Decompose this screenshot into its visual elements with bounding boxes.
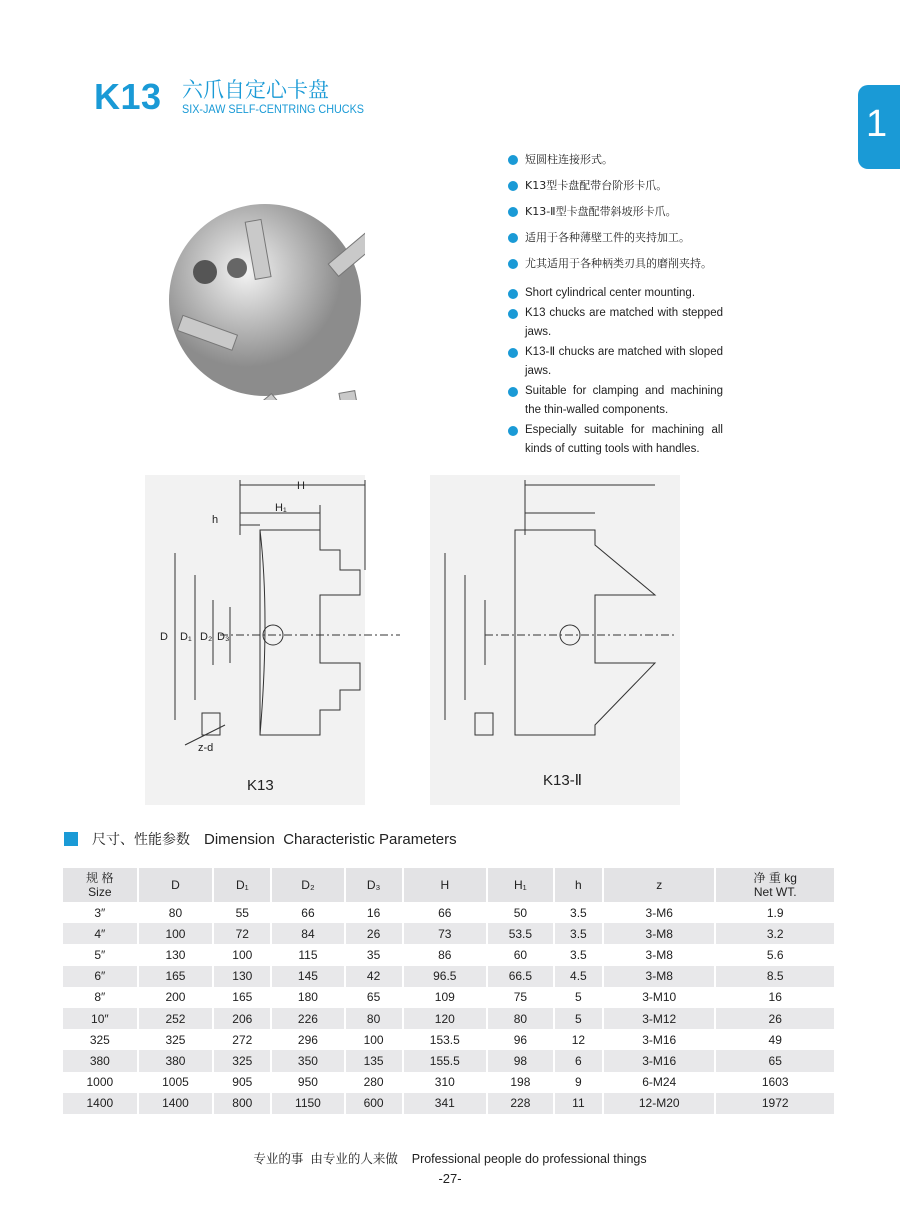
table-row	[63, 1029, 835, 1050]
parameters-table	[63, 868, 836, 1114]
feature-en: K13 chucks are matched with stepped jaws.	[508, 304, 723, 343]
column-header: h	[554, 868, 603, 902]
table-cell: 96	[487, 1029, 554, 1050]
feature-en: Especially suitable for machining all kinds of cutting tools with handles.	[508, 421, 723, 460]
table-cell: 325	[138, 1029, 214, 1050]
table-cell: 600	[345, 1093, 403, 1114]
table-cell: 228	[487, 1093, 554, 1114]
table-cell: 206	[213, 1008, 271, 1029]
table-row	[63, 966, 835, 987]
column-header: D	[138, 868, 214, 902]
table-cell: 6″	[63, 966, 138, 987]
table-cell: 100	[213, 944, 271, 965]
table-cell: 35	[345, 944, 403, 965]
table-cell: 380	[63, 1050, 138, 1071]
table-cell: 145	[271, 966, 344, 987]
caption-k13-ii: K13-Ⅱ	[543, 772, 583, 789]
table-cell: 3-M6	[603, 902, 715, 923]
table-cell: 130	[213, 966, 271, 987]
table-cell: 296	[271, 1029, 344, 1050]
feature-en: K13-Ⅱ chucks are matched with sloped jaws.	[508, 343, 723, 382]
table-cell: 226	[271, 1008, 344, 1029]
chuck-photo	[165, 200, 365, 400]
table-cell: 12-M20	[603, 1093, 715, 1114]
table-cell: 3-M8	[603, 944, 715, 965]
table-cell: 3-M16	[603, 1029, 715, 1050]
table-cell: 26	[345, 923, 403, 944]
table-cell: 120	[403, 1008, 487, 1029]
column-header: H	[403, 868, 487, 902]
table-cell: 165	[213, 987, 271, 1008]
table-cell: 42	[345, 966, 403, 987]
table-cell: 12	[554, 1029, 603, 1050]
table-cell: 96.5	[403, 966, 487, 987]
model-code: K13	[94, 76, 162, 117]
table-cell: 5.6	[715, 944, 835, 965]
table-cell: 73	[403, 923, 487, 944]
table-cell: 350	[271, 1050, 344, 1071]
section-title-cn: 尺寸、性能参数	[92, 832, 190, 848]
table-cell: 3-M12	[603, 1008, 715, 1029]
table-cell: 10″	[63, 1008, 138, 1029]
table-cell: 180	[271, 987, 344, 1008]
features-en-list	[508, 284, 723, 460]
column-header: D₃	[345, 868, 403, 902]
table-cell: 80	[345, 1008, 403, 1029]
table-cell: 905	[213, 1072, 271, 1093]
table-cell: 80	[487, 1008, 554, 1029]
table-cell: 50	[487, 902, 554, 923]
table-cell: 310	[403, 1072, 487, 1093]
column-header: 规 格 Size	[63, 868, 138, 902]
table-row	[63, 1050, 835, 1071]
table-row	[63, 987, 835, 1008]
table-row	[63, 1093, 835, 1114]
table-cell: 3.5	[554, 923, 603, 944]
table-cell: 16	[345, 902, 403, 923]
column-header: z	[603, 868, 715, 902]
table-cell: 11	[554, 1093, 603, 1114]
table-row	[63, 923, 835, 944]
table-cell: 3-M10	[603, 987, 715, 1008]
table-cell: 1.9	[715, 902, 835, 923]
table-cell: 3-M8	[603, 923, 715, 944]
table-cell: 3.5	[554, 902, 603, 923]
feature-cn: 短圆柱连接形式。	[508, 150, 723, 170]
table-row	[63, 1008, 835, 1029]
table-cell: 252	[138, 1008, 214, 1029]
table-cell: 9	[554, 1072, 603, 1093]
feature-cn: K13-Ⅱ型卡盘配带斜坡形卡爪。	[508, 202, 723, 222]
table-cell: 80	[138, 902, 214, 923]
footer-slogan: 专业的事 由专业的人来做 Professional people do professional things	[253, 1152, 647, 1166]
table-cell: 66.5	[487, 966, 554, 987]
table-header-row	[63, 868, 835, 902]
column-header: D₂	[271, 868, 344, 902]
table-cell: 6-M24	[603, 1072, 715, 1093]
table-cell: 3.5	[554, 944, 603, 965]
table-cell: 84	[271, 923, 344, 944]
table-cell: 1972	[715, 1093, 835, 1114]
feature-cn: 尤其适用于各种柄类刃具的磨削夹持。	[508, 254, 723, 274]
table-cell: 65	[715, 1050, 835, 1071]
table-cell: 66	[403, 902, 487, 923]
section-marker	[64, 832, 78, 846]
label-zd: z-d	[198, 742, 214, 754]
title-en: SIX-JAW SELF-CENTRING CHUCKS	[182, 102, 365, 116]
table-cell: 1000	[63, 1072, 138, 1093]
feature-cn: 适用于各种薄壁工件的夹持加工。	[508, 228, 723, 248]
section-title	[64, 829, 457, 849]
table-cell: 109	[403, 987, 487, 1008]
table-cell: 341	[403, 1093, 487, 1114]
table-cell: 1603	[715, 1072, 835, 1093]
technical-drawings	[140, 475, 680, 810]
table-cell: 1400	[63, 1093, 138, 1114]
table-cell: 1150	[271, 1093, 344, 1114]
table-cell: 49	[715, 1029, 835, 1050]
table-cell: 155.5	[403, 1050, 487, 1071]
table-cell: 5	[554, 987, 603, 1008]
table-cell: 72	[213, 923, 271, 944]
table-cell: 55	[213, 902, 271, 923]
table-cell: 100	[138, 923, 214, 944]
table-cell: 4″	[63, 923, 138, 944]
table-cell: 3″	[63, 902, 138, 923]
table-row	[63, 1072, 835, 1093]
table-cell: 26	[715, 1008, 835, 1029]
label-H1: H₁	[275, 502, 287, 514]
table-cell: 75	[487, 987, 554, 1008]
table-cell: 280	[345, 1072, 403, 1093]
table-cell: 8.5	[715, 966, 835, 987]
table-cell: 66	[271, 902, 344, 923]
table-cell: 3.2	[715, 923, 835, 944]
table-cell: 86	[403, 944, 487, 965]
table-row	[63, 902, 835, 923]
table-cell: 200	[138, 987, 214, 1008]
table-cell: 272	[213, 1029, 271, 1050]
feature-en: Short cylindrical center mounting.	[508, 284, 723, 304]
label-H: H	[297, 480, 305, 492]
column-header: 净 重 kg Net WT.	[715, 868, 835, 902]
table-cell: 60	[487, 944, 554, 965]
table-cell: 153.5	[403, 1029, 487, 1050]
title-cn: 六爪自定心卡盘	[182, 78, 329, 102]
table-cell: 950	[271, 1072, 344, 1093]
label-h: h	[212, 514, 219, 526]
column-header: D₁	[213, 868, 271, 902]
table-cell: 1400	[138, 1093, 214, 1114]
label-D3: D₃	[217, 631, 230, 643]
table-cell: 800	[213, 1093, 271, 1114]
table-cell: 135	[345, 1050, 403, 1071]
table-cell: 3-M16	[603, 1050, 715, 1071]
table-cell: 3-M8	[603, 966, 715, 987]
table-cell: 53.5	[487, 923, 554, 944]
page-number: -27-	[438, 1171, 462, 1186]
table-cell: 5	[554, 1008, 603, 1029]
table-cell: 5″	[63, 944, 138, 965]
table-cell: 6	[554, 1050, 603, 1071]
section-title-en: Dimension Characteristic Parameters	[204, 830, 457, 848]
table-cell: 198	[487, 1072, 554, 1093]
feature-en: Suitable for clamping and machining the thin-walled components.	[508, 382, 723, 421]
table-cell: 130	[138, 944, 214, 965]
label-D: D	[160, 631, 168, 643]
features-cn-list	[508, 150, 723, 280]
caption-k13: K13	[247, 777, 274, 794]
table-cell: 4.5	[554, 966, 603, 987]
table-cell: 1005	[138, 1072, 214, 1093]
table-row	[63, 944, 835, 965]
table-cell: 165	[138, 966, 214, 987]
label-D1: D₁	[180, 631, 192, 643]
table-cell: 8″	[63, 987, 138, 1008]
table-cell: 100	[345, 1029, 403, 1050]
table-cell: 16	[715, 987, 835, 1008]
table-cell: 325	[213, 1050, 271, 1071]
table-cell: 98	[487, 1050, 554, 1071]
feature-cn: K13型卡盘配带台阶形卡爪。	[508, 176, 723, 196]
table-cell: 380	[138, 1050, 214, 1071]
label-D2: D₂	[200, 631, 213, 643]
chapter-tab: 1	[858, 85, 900, 169]
table-cell: 325	[63, 1029, 138, 1050]
table-cell: 65	[345, 987, 403, 1008]
table-cell: 115	[271, 944, 344, 965]
column-header: H₁	[487, 868, 554, 902]
drawing-k13-ii	[430, 475, 680, 805]
